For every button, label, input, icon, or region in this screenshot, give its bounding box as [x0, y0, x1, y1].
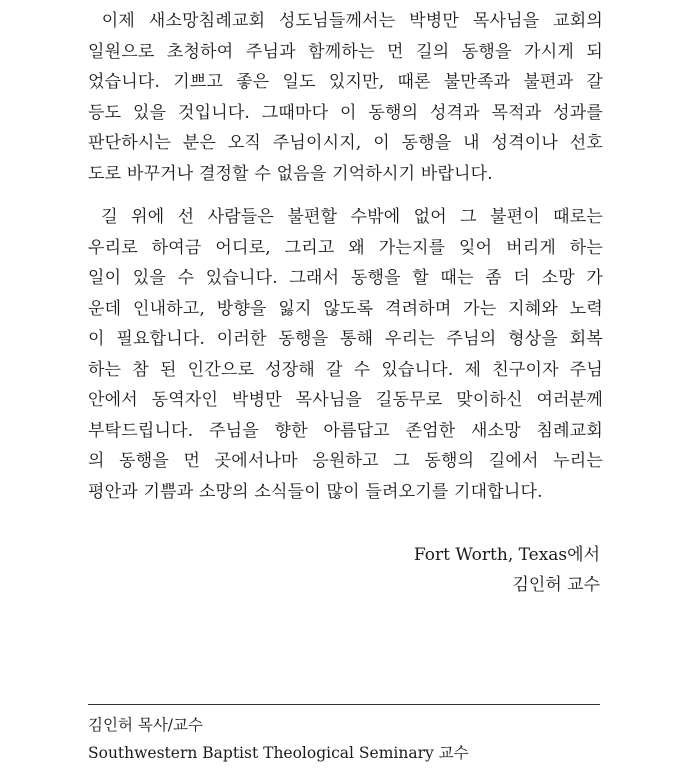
text-line: 도로 바꾸거나 결정할 수 없음을 기억하시기 바랍니다. — [88, 163, 493, 184]
text-line: 일이 있을 수 있습니다. 그래서 동행을 할 때는 좀 더 소망 가 — [88, 268, 603, 288]
text-line: 운데 인내하고, 방향을 잃지 않도록 격려하며 가는 지혜와 노력 — [88, 298, 603, 319]
text-line: 길 위에 선 사람들은 불편할 수밖에 없어 그 불편이 때로는 — [88, 207, 603, 227]
signoff-place: Fort Worth, Texas에서 — [413, 545, 600, 565]
text-line: 의 동행을 먼 곳에서나마 응원하고 그 동행의 길에서 누리는 — [88, 451, 603, 471]
text-line: 었습니다. 기쁘고 좋은 일도 있지만, 때론 불만족과 불편과 갈 — [88, 72, 603, 92]
signoff-signer: 김인허 교수 — [512, 575, 600, 595]
letter-paragraph-1 — [88, 6, 603, 189]
text-line: 부탁드립니다. 주님을 향한 아름답고 존엄한 새소망 침례교회 — [88, 420, 603, 441]
text-line: 판단하시는 분은 오직 주님이시지, 이 동행을 내 성격이나 선호 — [88, 133, 603, 153]
text-line: 이제 새소망침례교회 성도님들께서는 박병만 목사님을 교회의 — [88, 11, 603, 31]
footer-affiliation: Southwestern Baptist Theological Seminary 교수 — [88, 744, 469, 762]
text-line: 일원으로 초청하여 주님과 함께하는 먼 길의 동행을 가시게 되 — [88, 41, 603, 62]
text-line: 안에서 동역자인 박병만 목사님을 길동무로 맞이하신 여러분께 — [88, 390, 603, 410]
letter-paragraph-2 — [88, 202, 603, 507]
text-line: 등도 있을 것입니다. 그때마다 이 동행의 성격과 목적과 성과를 — [88, 102, 603, 123]
footer-divider — [88, 704, 600, 705]
footer-author-name: 김인허 목사/교수 — [88, 716, 203, 734]
text-line: 하는 참 된 인간으로 성장해 갈 수 있습니다. 제 친구이자 주님 — [88, 359, 603, 380]
text-line: 평안과 기쁨과 소망의 소식들이 많이 들려오기를 기대합니다. — [88, 481, 543, 502]
text-line: 이 필요합니다. 이러한 동행을 통해 우리는 주님의 형상을 회복 — [88, 329, 603, 349]
text-line: 우리로 하여금 어디로, 그리고 왜 가는지를 잊어 버리게 하는 — [88, 237, 603, 258]
